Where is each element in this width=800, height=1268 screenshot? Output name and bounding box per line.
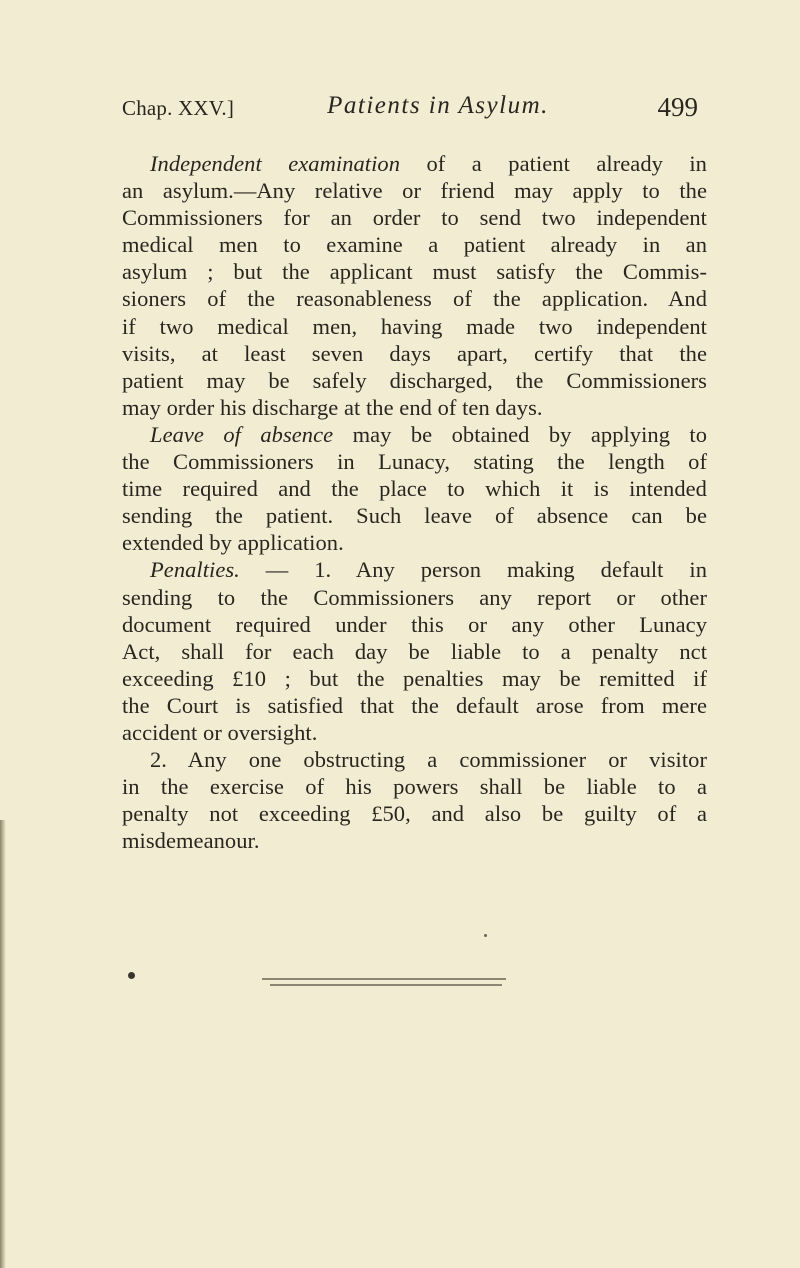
text-line: sending to the Commissioners any report or other [122, 584, 707, 610]
ink-dot [128, 972, 135, 979]
text-line: visits, at least seven days apart, certify that the [122, 340, 707, 366]
text-line: 2. Any one obstructing a commissioner or visitor [150, 747, 707, 773]
end-rule [270, 984, 502, 986]
text-line: asylum ; but the applicant must satisfy the Commis- [122, 259, 707, 285]
chapter-reference: Chap. XXV.] [122, 96, 235, 120]
page-edge-shadow [0, 820, 6, 1268]
italic-run: Independent examination [150, 151, 401, 176]
text-line: an asylum.—Any relative or friend may apply to the [122, 178, 707, 204]
text-line [122, 150, 707, 177]
running-title: Patients in Asylum. [327, 92, 549, 119]
text-line: document required under this or any other Lunacy [122, 611, 707, 637]
text-line: may order his discharge at the end of ten days. [122, 394, 543, 420]
text-line: misdemeanour. [122, 828, 260, 854]
text-line: medical men to examine a patient already in an [122, 232, 707, 258]
text-line: Act, shall for each day be liable to a penalty nct [122, 638, 707, 664]
text-run: — 1. Any person making default in [239, 557, 707, 583]
page-number: 499 [657, 92, 698, 122]
text-line: the Commissioners in Lunacy, stating the length of [122, 449, 707, 475]
text-line: sending the patient. Such leave of absence can be [122, 503, 707, 529]
end-rule [262, 978, 506, 980]
text-line: in the exercise of his powers shall be liable to a [122, 774, 707, 800]
text-line: penalty not exceeding £50, and also be guilty of a [122, 801, 707, 827]
page-header [122, 92, 722, 132]
italic-run: Penalties. [150, 557, 240, 583]
text-line: time required and the place to which it is intended [122, 476, 707, 502]
text-line: accident or oversight. [122, 719, 318, 745]
text-line: exceeding £10 ; but the penalties may be remitted if [122, 665, 707, 691]
text-line: Commissioners for an order to send two independent [122, 205, 707, 231]
text-line: extended by application. [122, 530, 344, 556]
text-run: of a patient already in [400, 151, 707, 176]
ink-speck [484, 934, 487, 937]
text-run: may be obtained by applying to [333, 421, 707, 447]
text-line [122, 556, 707, 583]
text-line: the Court is satisfied that the default arose from mere [122, 692, 707, 718]
body-text [122, 150, 707, 854]
text-line: patient may be safely discharged, the Commissioners [122, 367, 707, 393]
text-line: sioners of the reasonableness of the application. And [122, 286, 707, 312]
text-line: if two medical men, having made two independent [122, 313, 707, 339]
text-line [122, 421, 707, 448]
italic-run: Leave of absence [150, 421, 334, 447]
